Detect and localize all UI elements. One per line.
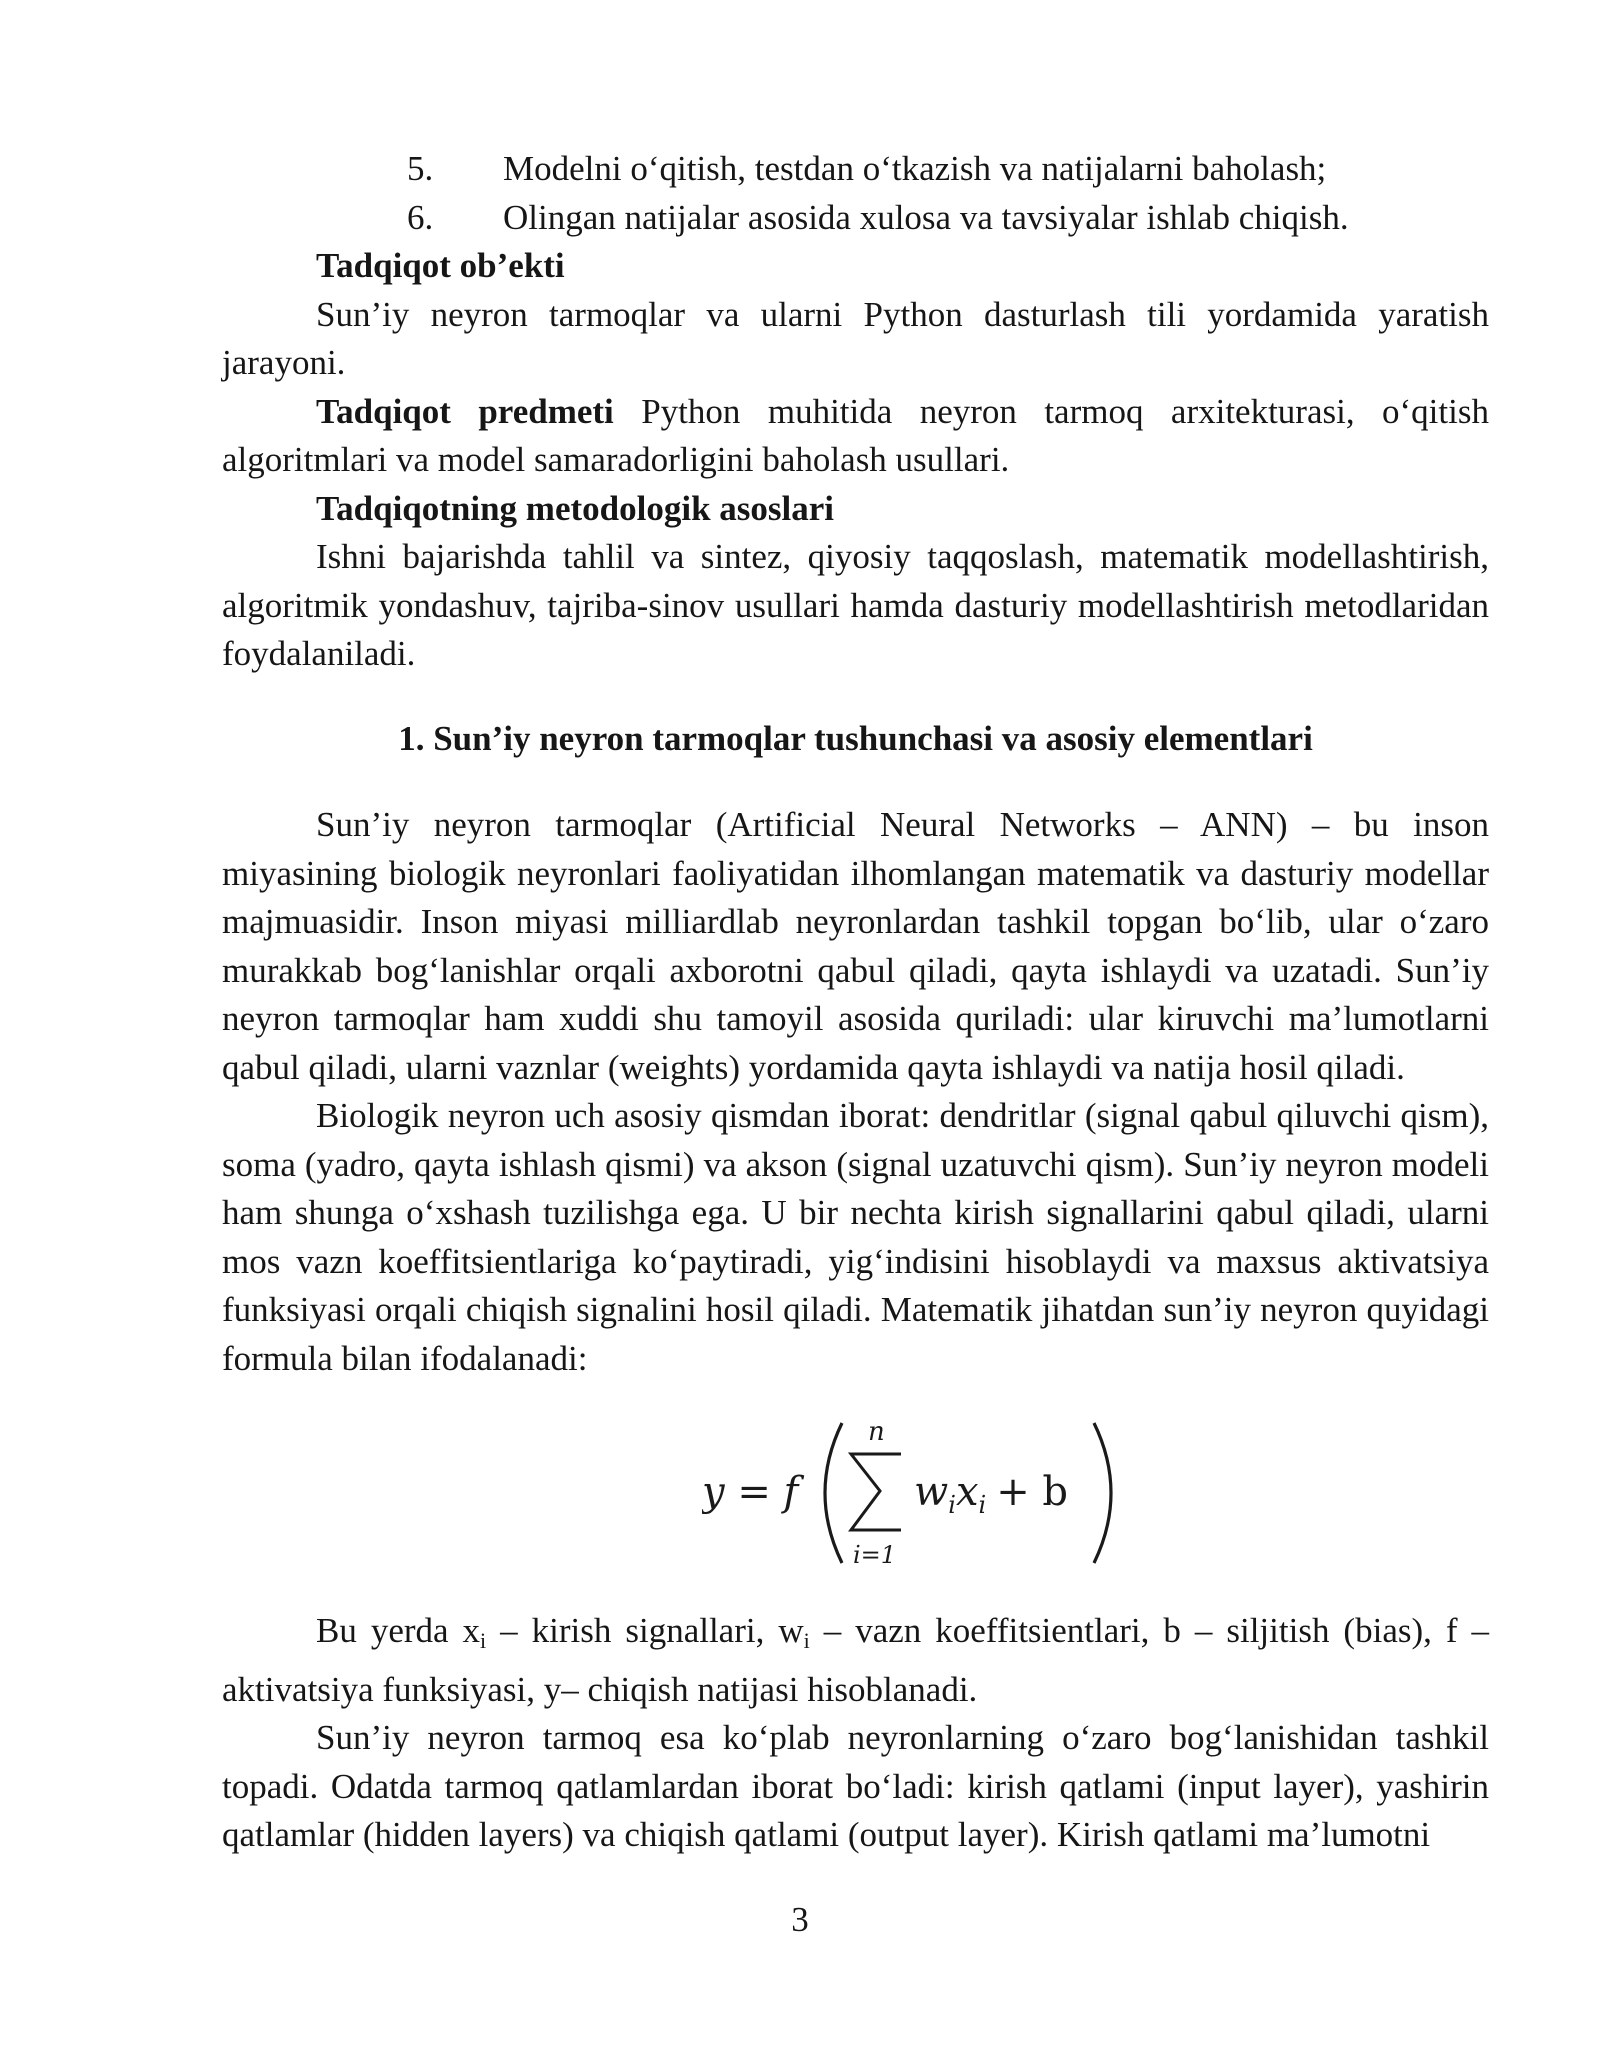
formula-svg [702,1393,1122,1593]
list-number: 5. [407,149,434,188]
section-paragraph-1: Sun’iy neyron tarmoqlar (Artificial Neural Networks – ANN) – bu inson miyasining biologik neyronlari faoliyatidan ilhomlangan matematik va dasturiy modellar majmuasidir. Inson miyasi milliardlab neyronlardan tashkil topgan bo‘lib, ular o‘zaro murakkab bog‘lanishlar orqali axborotni qabul qiladi, qayta ishlaydi va uzatadi. Sun’iy neyron tarmoqlar ham xuddi shu tamoyil asosida quriladi: ular kiruvchi ma’lumotlarni qabul qiladi, ularni vaznlar (weights) yordamida qayta ishlaydi va natija hosil qiladi. [222,805,1489,1087]
formula-plus-b: + b [996,1469,1069,1515]
formula-w-sub: i [948,1491,956,1519]
sigma-symbol [851,1454,901,1530]
sum-lower-limit: i=1 [853,1541,897,1569]
methodology-heading: Tadqiqotning metodologik asoslari [316,488,835,528]
section-title: 1. Sun’iy neyron tarmoqlar tushunchasi va asosiy elementlari [398,718,1313,758]
object-paragraph: Sun’iy neyron tarmoqlar va ularni Python dasturlash tili yordamida yaratish jarayoni. [222,294,1489,382]
right-paren [1094,1423,1111,1563]
document-page [222,145,1489,1860]
list-text: Olingan natijalar asosida xulosa va tavsiyalar ishlab chiqish. [503,197,1349,237]
explanation-paragraph [222,1607,1489,1714]
list-text: Modelni o‘qitish, testdan o‘tkazish va natijalarni baholash; [503,149,1327,188]
subscript-i: i [803,1628,810,1653]
section-paragraph-2: Biologik neyron uch asosiy qismdan iborat: dendritlar (signal qabul qiluvchi qism), soma (yadro, qayta ishlash qismi) va akson (signal uzatuvchi qism). Sun’iy neyron modeli ham shunga o‘xshash tuzilishga ega. U bir nechta kirish signallarini qabul qiladi, ularni mos vazn koeffitsientlariga ko‘paytiradi, yig‘indisini hisoblaydi va maxsus aktivatsiya funksiyasi orqali chiqish signalini hosil qiladi. Matematik jihatdan sun’iy neyron quyidagi formula bilan ifodalanadi: [222,1096,1489,1378]
formula [222,1393,1489,1593]
formula-lhs: y = f [702,1469,799,1515]
left-paren [825,1423,842,1563]
list-item [407,145,1489,194]
formula-x-sub: i [978,1491,987,1519]
formula-body [914,1469,1068,1519]
subject-label: Tadqiqot predmeti [316,391,614,431]
sum-upper-limit: n [868,1417,885,1447]
list-number: 6. [407,197,434,237]
formula-x: x [955,1469,979,1515]
last-paragraph: Sun’iy neyron tarmoq esa ko‘plab neyronlarning o‘zaro bog‘lanishidan tashkil topadi. Odatda tarmoq qatlamlardan iborat bo‘ladi: kirish qatlami (input layer), yashirin qatlamlar (hidden layers) va chiqish qatlami (output layer). Kirish qatlami ma’lumotni [222,1718,1489,1854]
explanation-text-3: – vazn koeffitsientlari, b – siljitish (bias), f – aktivatsiya funksiyasi, y– chiqish natijasi hisoblanadi. [222,1611,1489,1709]
formula-w: w [914,1469,949,1515]
subscript-i: i [480,1628,487,1653]
explanation-text-2: – kirish signallari, w [486,1611,804,1650]
object-heading: Tadqiqot ob’ekti [316,246,565,285]
explanation-text-1: Bu yerda x [316,1611,481,1650]
list-item [407,194,1489,243]
subject-text: Python muhitida neyron tarmoq arxitekturasi, o‘qitish algoritmlari va model samaradorligini baholash usullari. [222,391,1489,479]
subject-paragraph [222,388,1489,485]
methodology-paragraph: Ishni bajarishda tahlil va sintez, qiyosiy taqqoslash, matematik modellashtirish, algoritmik yondashuv, tajriba-sinov usullari hamda dasturiy modellashtirish metodlaridan foydalaniladi. [222,537,1489,673]
page-number: 3 [791,1900,809,1939]
